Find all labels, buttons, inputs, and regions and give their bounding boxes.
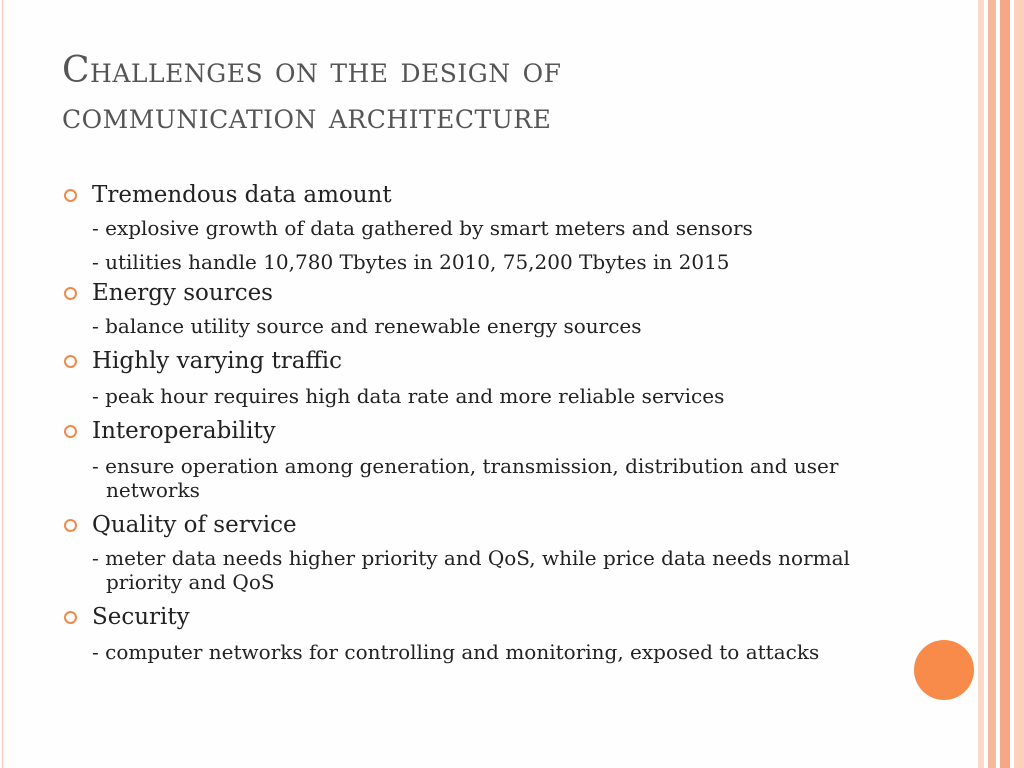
bullet-heading: Highly varying traffic: [92, 348, 343, 374]
hollow-circle-bullet-icon: [64, 355, 77, 368]
bullet-item: [62, 346, 932, 376]
sub-item: - meter data needs higher priority and QoS, while price data needs normal priority and QoS: [92, 546, 857, 594]
sub-item: - balance utility source and renewable energy sources: [92, 314, 642, 338]
title-line-2: communication architecture: [62, 96, 552, 137]
sub-item: - ensure operation among generation, transmission, distribution and user networks: [92, 454, 845, 502]
slide-title: [62, 48, 902, 140]
sub-item: - computer networks for controlling and monitoring, exposed to attacks: [92, 640, 820, 664]
sub-item: - peak hour requires high data rate and more reliable services: [92, 384, 725, 408]
hollow-circle-bullet-icon: [64, 287, 77, 300]
bullet-item: [62, 278, 932, 308]
hollow-circle-bullet-icon: [64, 189, 77, 202]
hollow-circle-bullet-icon: [64, 611, 77, 624]
bullet-heading: Tremendous data amount: [92, 182, 392, 208]
stripe: [1014, 0, 1024, 768]
decorative-stripes: [978, 0, 1024, 768]
stripe: [1000, 0, 1010, 768]
bullet-item: [62, 510, 932, 540]
bullet-item: [62, 416, 932, 446]
sub-item: - utilities handle 10,780 Tbytes in 2010, 75,200 Tbytes in 2015: [92, 250, 730, 274]
bullet-heading: Quality of service: [92, 512, 297, 538]
sub-item: - explosive growth of data gathered by smart meters and sensors: [92, 216, 753, 240]
hollow-circle-bullet-icon: [64, 425, 77, 438]
stripe: [988, 0, 996, 768]
bullet-item: [62, 602, 932, 632]
orange-circle-icon: [914, 640, 974, 700]
bullet-heading: Interoperability: [92, 418, 276, 444]
bullet-heading: Energy sources: [92, 280, 273, 306]
bullet-heading: Security: [92, 604, 190, 630]
slide-left-border: [2, 0, 3, 768]
hollow-circle-bullet-icon: [64, 519, 77, 532]
title-line-1: Challenges on the design of: [62, 50, 562, 91]
bullet-item: [62, 180, 932, 210]
slide-content: [62, 180, 932, 674]
